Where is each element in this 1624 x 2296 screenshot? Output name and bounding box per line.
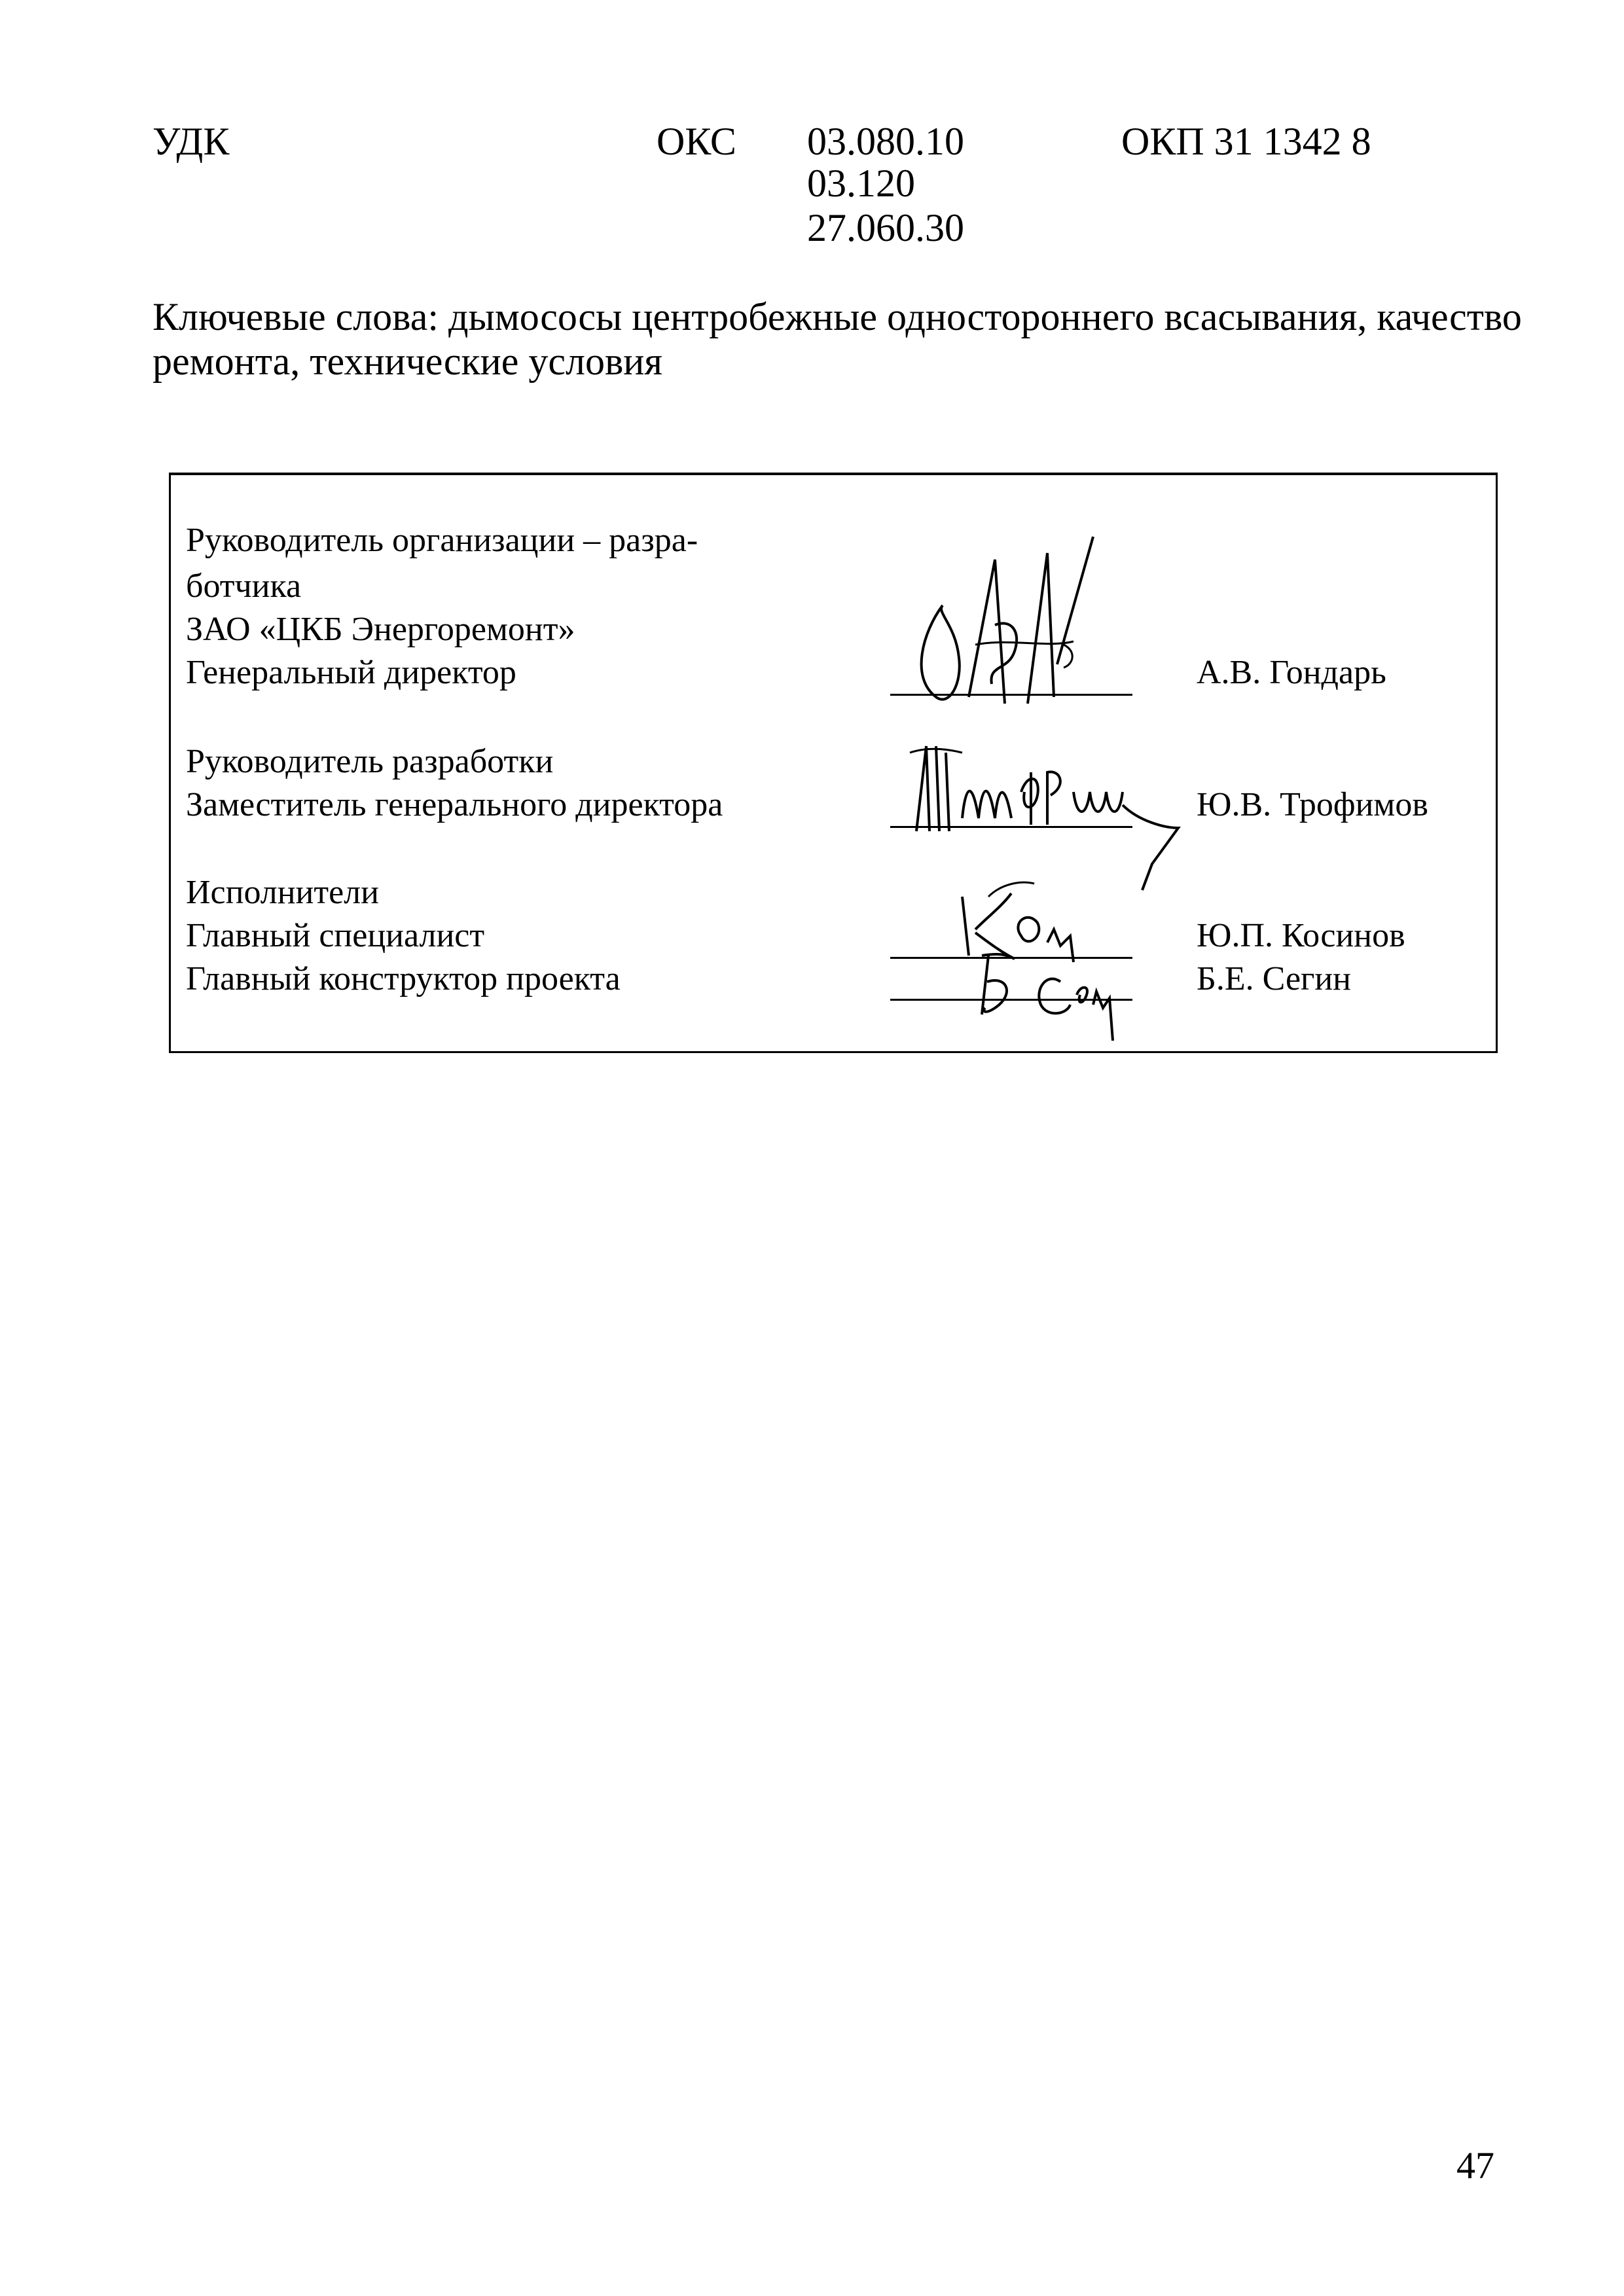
lead-role-line-2: Заместитель генерального директора [186,786,723,823]
head-role-line-1: Руководитель организации – разра- [186,522,698,559]
keywords-line-1: Ключевые слова: дымососы центробежные одностороннего всасывания, качество [153,295,1522,338]
head-role-line-4: Генеральный директор [186,654,516,691]
oks-code-2: 03.120 [807,162,915,205]
executor-role-1: Главный специалист [186,917,485,954]
oks-code-3: 27.060.30 [807,206,964,249]
head-role-line-2: ботчика [186,567,302,605]
executors-heading: Исполнители [186,874,379,911]
signature-segin [969,942,1139,1047]
page-number: 47 [1456,2144,1494,2187]
executor-role-2: Главный конструктор проекта [186,960,621,997]
signature-gondar [897,533,1106,723]
keywords-line-2: ремонта, технические условия [153,340,663,383]
oks-label: ОКС [657,120,736,163]
lead-name: Ю.В. Трофимов [1197,786,1428,823]
oks-code-1: 03.080.10 [807,120,964,163]
head-name: А.В. Гондарь [1197,654,1386,691]
executor-name-1: Ю.П. Косинов [1197,917,1405,954]
head-role-line-3: ЗАО «ЦКБ Энергоремонт» [186,611,575,648]
executor-name-2: Б.Е. Сегин [1197,960,1352,997]
lead-role-line-1: Руководитель разработки [186,743,554,780]
okp-code: ОКП 31 1342 8 [1121,120,1371,163]
udk-label: УДК [153,120,230,163]
